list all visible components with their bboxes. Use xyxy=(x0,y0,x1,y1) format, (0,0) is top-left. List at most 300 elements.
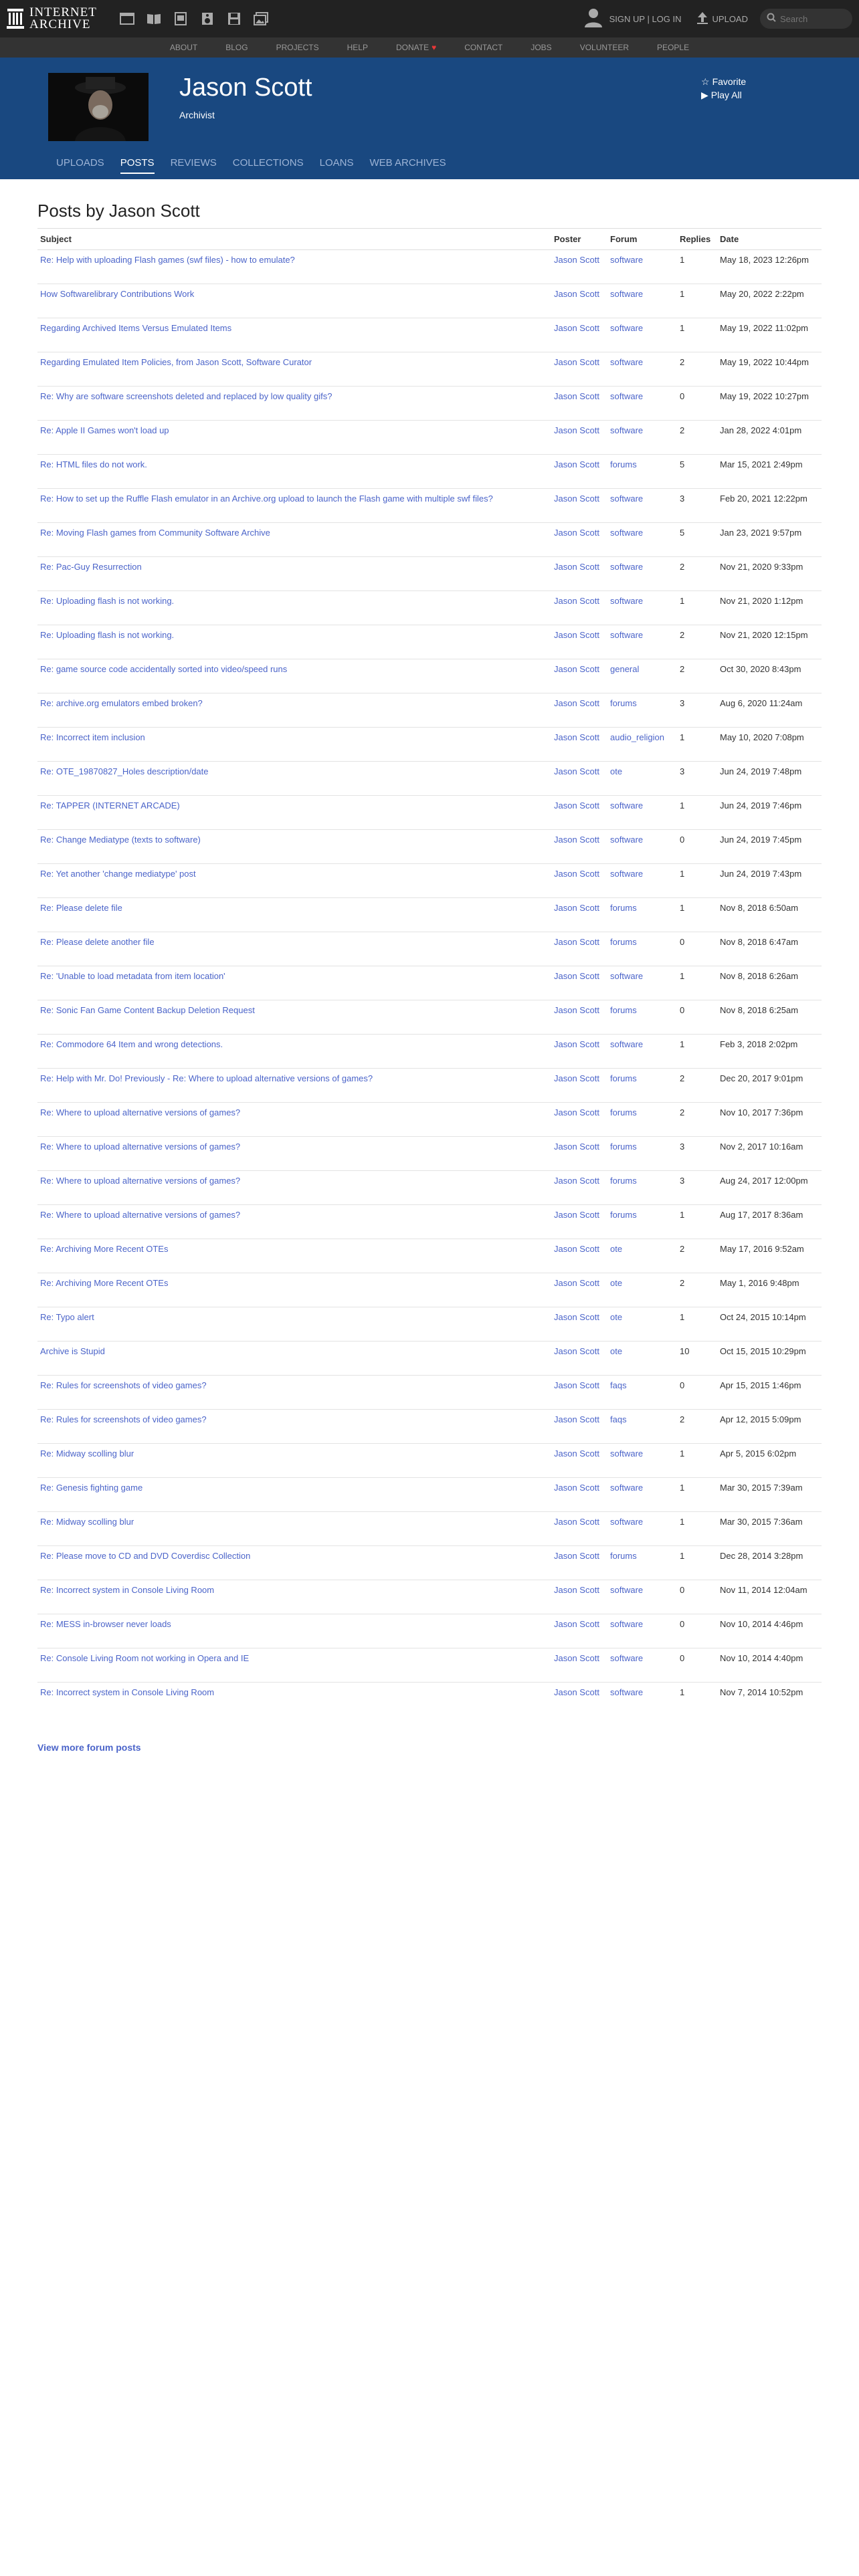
post-replies: 1 xyxy=(677,1205,717,1239)
table-row xyxy=(37,1273,822,1307)
post-poster-link[interactable]: Jason Scott xyxy=(554,1380,599,1390)
cell-forum xyxy=(607,421,677,455)
table-row xyxy=(37,625,822,659)
post-poster-link[interactable]: Jason Scott xyxy=(554,1210,599,1220)
cell-subject xyxy=(37,1376,551,1410)
post-poster-link[interactable]: Jason Scott xyxy=(554,459,599,469)
internet-archive-logo[interactable] xyxy=(7,7,97,31)
post-poster-link[interactable]: Jason Scott xyxy=(554,425,599,435)
post-subject-link[interactable]: Re: Where to upload alternative versions of games? xyxy=(40,1176,241,1186)
post-subject-link[interactable]: Re: OTE_19870827_Holes description/date xyxy=(40,766,209,776)
post-subject-link[interactable]: Re: Midway scolling blur xyxy=(40,1448,134,1459)
post-poster-link[interactable]: Jason Scott xyxy=(554,698,599,708)
post-poster-link[interactable]: Jason Scott xyxy=(554,357,599,367)
post-poster-link[interactable]: Jason Scott xyxy=(554,732,599,742)
post-poster-link[interactable]: Jason Scott xyxy=(554,289,599,299)
cell-subject xyxy=(37,1478,551,1512)
cell-poster xyxy=(551,455,607,489)
post-date: Oct 15, 2015 10:29pm xyxy=(717,1341,822,1376)
post-poster-link[interactable]: Jason Scott xyxy=(554,1448,599,1459)
cell-subject xyxy=(37,1614,551,1648)
post-replies: 3 xyxy=(677,1137,717,1171)
table-row xyxy=(37,591,822,625)
post-forum-link[interactable]: software xyxy=(610,1039,644,1049)
post-replies: 1 xyxy=(677,1512,717,1546)
post-replies: 1 xyxy=(677,1035,717,1069)
post-poster-link[interactable]: Jason Scott xyxy=(554,1005,599,1015)
cell-poster xyxy=(551,1546,607,1580)
view-more-link[interactable]: View more forum posts xyxy=(37,1741,141,1753)
post-forum-link[interactable]: software xyxy=(610,562,644,572)
cell-poster xyxy=(551,1410,607,1444)
profile-actions xyxy=(701,75,746,102)
nav-jobs[interactable]: JOBS xyxy=(531,43,552,52)
main-content xyxy=(0,201,859,1753)
cell-forum xyxy=(607,1614,677,1648)
post-replies: 0 xyxy=(677,1580,717,1614)
post-forum-link[interactable]: software xyxy=(610,1653,644,1663)
profile-role: Archivist xyxy=(179,110,215,120)
post-forum-link[interactable]: forums xyxy=(610,1073,637,1083)
cell-forum xyxy=(607,455,677,489)
cell-poster xyxy=(551,1035,607,1069)
post-date: May 10, 2020 7:08pm xyxy=(717,728,822,762)
cell-subject xyxy=(37,1341,551,1376)
post-subject-link[interactable]: Re: Pac-Guy Resurrection xyxy=(40,562,142,572)
post-subject-link[interactable]: Re: Incorrect item inclusion xyxy=(40,732,145,742)
table-row xyxy=(37,1444,822,1478)
post-poster-link[interactable]: Jason Scott xyxy=(554,1073,599,1083)
post-poster-link[interactable]: Jason Scott xyxy=(554,1142,599,1152)
post-forum-link[interactable]: software xyxy=(610,596,644,606)
post-subject-link[interactable]: Re: Help with Mr. Do! Previously - Re: Where to upload alternative versions of games? xyxy=(40,1073,373,1083)
post-poster-link[interactable]: Jason Scott xyxy=(554,1653,599,1663)
post-subject-link[interactable]: Re: Yet another 'change mediatype' post xyxy=(40,869,196,879)
cell-forum xyxy=(607,557,677,591)
cell-forum xyxy=(607,1069,677,1103)
post-date: Jun 24, 2019 7:48pm xyxy=(717,762,822,796)
cell-subject xyxy=(37,1307,551,1341)
cell-subject xyxy=(37,1444,551,1478)
post-forum-link[interactable]: forums xyxy=(610,1107,637,1117)
post-subject-link[interactable]: Re: Please move to CD and DVD Coverdisc Collection xyxy=(40,1551,251,1561)
post-subject-link[interactable]: Re: How to set up the Ruffle Flash emulator in an Archive.org upload to launch the Flash game with multiple swf files? xyxy=(40,494,493,504)
post-date: Apr 12, 2015 5:09pm xyxy=(717,1410,822,1444)
tab-collections[interactable]: COLLECTIONS xyxy=(232,157,304,169)
post-subject-link[interactable]: Re: Incorrect system in Console Living Room xyxy=(40,1585,215,1595)
post-subject-link[interactable]: Re: Apple II Games won't load up xyxy=(40,425,169,435)
post-date: May 19, 2022 11:02pm xyxy=(717,318,822,352)
post-poster-link[interactable]: Jason Scott xyxy=(554,1244,599,1254)
post-forum-link[interactable]: software xyxy=(610,289,644,299)
post-poster-link[interactable]: Jason Scott xyxy=(554,1619,599,1629)
post-poster-link[interactable]: Jason Scott xyxy=(554,1346,599,1356)
cell-poster xyxy=(551,591,607,625)
cell-subject xyxy=(37,830,551,864)
post-forum-link[interactable]: ote xyxy=(610,1346,623,1356)
post-forum-link[interactable]: forums xyxy=(610,698,637,708)
post-forum-link[interactable]: ote xyxy=(610,1244,623,1254)
table-row xyxy=(37,489,822,523)
table-row xyxy=(37,762,822,796)
post-subject-link[interactable]: Re: Midway scolling blur xyxy=(40,1517,134,1527)
table-row xyxy=(37,693,822,728)
cell-subject xyxy=(37,1137,551,1171)
post-subject-link[interactable]: Re: Where to upload alternative versions of games? xyxy=(40,1210,241,1220)
posts-table-body xyxy=(37,250,822,1717)
post-poster-link[interactable]: Jason Scott xyxy=(554,937,599,947)
post-forum-link[interactable]: forums xyxy=(610,1210,637,1220)
table-row xyxy=(37,864,822,898)
post-date: May 1, 2016 9:48pm xyxy=(717,1273,822,1307)
post-poster-link[interactable]: Jason Scott xyxy=(554,596,599,606)
post-poster-link[interactable]: Jason Scott xyxy=(554,494,599,504)
post-replies: 2 xyxy=(677,1410,717,1444)
post-subject-link[interactable]: Re: Please delete file xyxy=(40,903,122,913)
post-subject-link[interactable]: Re: Why are software screenshots deleted and replaced by low quality gifs? xyxy=(40,391,332,401)
post-subject-link[interactable]: Re: archive.org emulators embed broken? xyxy=(40,698,203,708)
post-forum-link[interactable]: software xyxy=(610,1687,644,1697)
post-subject-link[interactable]: Re: game source code accidentally sorted into video/speed runs xyxy=(40,664,288,674)
cell-poster xyxy=(551,625,607,659)
table-row xyxy=(37,966,822,1000)
cell-poster xyxy=(551,1444,607,1478)
cell-forum xyxy=(607,1341,677,1376)
post-subject-link[interactable]: Re: Typo alert xyxy=(40,1312,94,1322)
post-forum-link[interactable]: software xyxy=(610,630,644,640)
post-subject-link[interactable]: Re: Uploading flash is not working. xyxy=(40,630,175,640)
table-row xyxy=(37,1580,822,1614)
post-forum-link[interactable]: software xyxy=(610,1483,644,1493)
cell-poster xyxy=(551,1171,607,1205)
post-replies: 0 xyxy=(677,1000,717,1035)
post-forum-link[interactable]: software xyxy=(610,1585,644,1595)
post-replies: 1 xyxy=(677,1444,717,1478)
post-poster-link[interactable]: Jason Scott xyxy=(554,664,599,674)
profile-header xyxy=(0,58,859,179)
post-forum-link[interactable]: software xyxy=(610,1517,644,1527)
images-icon[interactable] xyxy=(254,11,268,26)
post-forum-link[interactable]: forums xyxy=(610,459,637,469)
post-replies: 1 xyxy=(677,796,717,830)
post-forum-link[interactable]: software xyxy=(610,800,644,811)
video-icon[interactable] xyxy=(173,11,188,26)
post-forum-link[interactable]: software xyxy=(610,971,644,981)
profile-tabs xyxy=(56,157,446,174)
cell-poster xyxy=(551,762,607,796)
cell-subject xyxy=(37,625,551,659)
secondary-navigation xyxy=(0,37,859,58)
post-poster-link[interactable]: Jason Scott xyxy=(554,1687,599,1697)
cell-forum xyxy=(607,352,677,387)
table-row xyxy=(37,1000,822,1035)
post-poster-link[interactable]: Jason Scott xyxy=(554,1585,599,1595)
post-poster-link[interactable]: Jason Scott xyxy=(554,323,599,333)
cell-forum xyxy=(607,1580,677,1614)
post-forum-link[interactable]: software xyxy=(610,357,644,367)
table-row xyxy=(37,455,822,489)
table-row xyxy=(37,1171,822,1205)
cell-forum xyxy=(607,728,677,762)
post-date: Feb 3, 2018 2:02pm xyxy=(717,1035,822,1069)
nav-people[interactable]: PEOPLE xyxy=(657,43,690,52)
post-poster-link[interactable]: Jason Scott xyxy=(554,1176,599,1186)
post-date: Nov 10, 2017 7:36pm xyxy=(717,1103,822,1137)
post-date: Nov 21, 2020 1:12pm xyxy=(717,591,822,625)
cell-forum xyxy=(607,796,677,830)
post-replies: 3 xyxy=(677,693,717,728)
table-row xyxy=(37,1035,822,1069)
tab-posts[interactable]: POSTS xyxy=(120,157,155,174)
post-replies: 1 xyxy=(677,898,717,932)
nav-contact[interactable]: CONTACT xyxy=(464,43,503,52)
favorite-button[interactable] xyxy=(701,75,746,88)
post-date: Jan 28, 2022 4:01pm xyxy=(717,421,822,455)
cell-poster xyxy=(551,1137,607,1171)
nav-help[interactable]: HELP xyxy=(347,43,368,52)
media-type-icons xyxy=(120,11,268,26)
cell-subject xyxy=(37,250,551,284)
post-subject-link[interactable]: Re: Rules for screenshots of video games? xyxy=(40,1380,207,1390)
post-replies: 3 xyxy=(677,489,717,523)
post-subject-link[interactable]: Re: Moving Flash games from Community Software Archive xyxy=(40,528,270,538)
post-subject-link[interactable]: Re: Genesis fighting game xyxy=(40,1483,143,1493)
cell-forum xyxy=(607,1307,677,1341)
tab-web-archives[interactable]: WEB ARCHIVES xyxy=(369,157,446,169)
post-forum-link[interactable]: faqs xyxy=(610,1414,627,1424)
post-poster-link[interactable]: Jason Scott xyxy=(554,869,599,879)
table-row xyxy=(37,1205,822,1239)
table-row xyxy=(37,1137,822,1171)
cell-subject xyxy=(37,693,551,728)
post-forum-link[interactable]: forums xyxy=(610,1176,637,1186)
web-icon[interactable] xyxy=(120,11,134,26)
software-icon[interactable] xyxy=(227,11,242,26)
post-poster-link[interactable]: Jason Scott xyxy=(554,800,599,811)
cell-subject xyxy=(37,284,551,318)
upload-button[interactable] xyxy=(696,11,748,27)
cell-forum xyxy=(607,1512,677,1546)
cell-poster xyxy=(551,352,607,387)
nav-volunteer[interactable]: VOLUNTEER xyxy=(579,43,630,52)
avatar xyxy=(48,73,149,141)
upload-label: UPLOAD xyxy=(712,13,748,24)
post-forum-link[interactable]: forums xyxy=(610,903,637,913)
post-forum-link[interactable]: forums xyxy=(610,937,637,947)
post-subject-link[interactable]: Re: Archiving More Recent OTEs xyxy=(40,1278,169,1288)
post-date: Mar 30, 2015 7:36am xyxy=(717,1512,822,1546)
tab-reviews[interactable]: REVIEWS xyxy=(170,157,217,169)
cell-subject xyxy=(37,1000,551,1035)
post-replies: 1 xyxy=(677,284,717,318)
post-date: Apr 5, 2015 6:02pm xyxy=(717,1444,822,1478)
table-row xyxy=(37,659,822,693)
post-poster-link[interactable]: Jason Scott xyxy=(554,1414,599,1424)
post-subject-link[interactable]: How Softwarelibrary Contributions Work xyxy=(40,289,195,299)
table-row xyxy=(37,1478,822,1512)
cell-poster xyxy=(551,966,607,1000)
cell-forum xyxy=(607,387,677,421)
post-poster-link[interactable]: Jason Scott xyxy=(554,562,599,572)
cell-poster xyxy=(551,1376,607,1410)
star-icon: ☆ xyxy=(701,76,710,87)
post-poster-link[interactable]: Jason Scott xyxy=(554,528,599,538)
post-forum-link[interactable]: forums xyxy=(610,1142,637,1152)
cell-poster xyxy=(551,830,607,864)
post-date: Mar 30, 2015 7:39am xyxy=(717,1478,822,1512)
cell-subject xyxy=(37,352,551,387)
play-all-button[interactable] xyxy=(701,88,746,102)
nav-donate[interactable] xyxy=(396,43,436,52)
post-subject-link[interactable]: Re: Incorrect system in Console Living Room xyxy=(40,1687,215,1697)
table-row xyxy=(37,1376,822,1410)
cell-poster xyxy=(551,796,607,830)
post-forum-link[interactable]: software xyxy=(610,391,644,401)
tab-loans[interactable]: LOANS xyxy=(319,157,354,169)
table-row xyxy=(37,728,822,762)
post-subject-link[interactable]: Re: Please delete another file xyxy=(40,937,155,947)
table-row xyxy=(37,1512,822,1546)
post-forum-link[interactable]: ote xyxy=(610,766,623,776)
post-date: May 20, 2022 2:22pm xyxy=(717,284,822,318)
post-date: Oct 24, 2015 10:14pm xyxy=(717,1307,822,1341)
post-poster-link[interactable]: Jason Scott xyxy=(554,1483,599,1493)
texts-icon[interactable] xyxy=(147,11,161,26)
post-forum-link[interactable]: software xyxy=(610,835,644,845)
post-forum-link[interactable]: forums xyxy=(610,1551,637,1561)
cell-forum xyxy=(607,1546,677,1580)
post-replies: 2 xyxy=(677,1239,717,1273)
cell-subject xyxy=(37,659,551,693)
nav-about[interactable]: ABOUT xyxy=(169,43,198,52)
post-replies: 1 xyxy=(677,864,717,898)
post-replies: 2 xyxy=(677,1103,717,1137)
cell-forum xyxy=(607,830,677,864)
post-poster-link[interactable]: Jason Scott xyxy=(554,255,599,265)
post-subject-link[interactable]: Re: MESS in-browser never loads xyxy=(40,1619,171,1629)
post-poster-link[interactable]: Jason Scott xyxy=(554,1551,599,1561)
post-forum-link[interactable]: ote xyxy=(610,1312,623,1322)
audio-icon[interactable] xyxy=(200,11,215,26)
table-row xyxy=(37,1341,822,1376)
post-subject-link[interactable]: Re: Where to upload alternative versions of games? xyxy=(40,1107,241,1117)
post-forum-link[interactable]: software xyxy=(610,323,644,333)
post-subject-link[interactable]: Regarding Archived Items Versus Emulated Items xyxy=(40,323,232,333)
post-poster-link[interactable]: Jason Scott xyxy=(554,1517,599,1527)
post-date: May 19, 2022 10:27pm xyxy=(717,387,822,421)
post-subject-link[interactable]: Re: Help with uploading Flash games (swf files) - how to emulate? xyxy=(40,255,295,265)
post-subject-link[interactable]: Re: Sonic Fan Game Content Backup Deletion Request xyxy=(40,1005,255,1015)
post-subject-link[interactable]: Re: Rules for screenshots of video games? xyxy=(40,1414,207,1424)
cell-subject xyxy=(37,523,551,557)
post-forum-link[interactable]: general xyxy=(610,664,640,674)
post-forum-link[interactable]: software xyxy=(610,425,644,435)
cell-poster xyxy=(551,523,607,557)
post-forum-link[interactable]: software xyxy=(610,869,644,879)
post-replies: 0 xyxy=(677,932,717,966)
table-row xyxy=(37,1410,822,1444)
column-header-subject: Subject xyxy=(37,229,551,250)
post-forum-link[interactable]: audio_religion xyxy=(610,732,664,742)
post-forum-link[interactable]: software xyxy=(610,1619,644,1629)
post-forum-link[interactable]: software xyxy=(610,528,644,538)
post-poster-link[interactable]: Jason Scott xyxy=(554,1039,599,1049)
post-forum-link[interactable]: software xyxy=(610,494,644,504)
post-subject-link[interactable]: Archive is Stupid xyxy=(40,1346,105,1356)
signup-link[interactable]: SIGN UP xyxy=(609,13,645,24)
post-forum-link[interactable]: ote xyxy=(610,1278,623,1288)
post-replies: 5 xyxy=(677,455,717,489)
post-subject-link[interactable]: Re: Uploading flash is not working. xyxy=(40,596,175,606)
cell-poster xyxy=(551,1512,607,1546)
post-poster-link[interactable]: Jason Scott xyxy=(554,630,599,640)
post-subject-link[interactable]: Re: 'Unable to load metadata from item location' xyxy=(40,971,225,981)
post-poster-link[interactable]: Jason Scott xyxy=(554,1312,599,1322)
cell-poster xyxy=(551,284,607,318)
signup-login xyxy=(609,14,682,24)
cell-poster xyxy=(551,932,607,966)
cell-forum xyxy=(607,966,677,1000)
post-poster-link[interactable]: Jason Scott xyxy=(554,835,599,845)
post-replies: 0 xyxy=(677,1376,717,1410)
nav-projects[interactable]: PROJECTS xyxy=(276,43,319,52)
upload-icon xyxy=(696,11,708,27)
post-poster-link[interactable]: Jason Scott xyxy=(554,903,599,913)
post-poster-link[interactable]: Jason Scott xyxy=(554,766,599,776)
table-row xyxy=(37,932,822,966)
post-poster-link[interactable]: Jason Scott xyxy=(554,391,599,401)
table-row xyxy=(37,318,822,352)
post-poster-link[interactable]: Jason Scott xyxy=(554,1278,599,1288)
post-date: Nov 8, 2018 6:50am xyxy=(717,898,822,932)
cell-subject xyxy=(37,318,551,352)
cell-poster xyxy=(551,898,607,932)
table-row xyxy=(37,830,822,864)
cell-subject xyxy=(37,1273,551,1307)
cell-forum xyxy=(607,284,677,318)
post-date: Jan 23, 2021 9:57pm xyxy=(717,523,822,557)
post-subject-link[interactable]: Regarding Emulated Item Policies, from Jason Scott, Software Curator xyxy=(40,357,312,367)
post-subject-link[interactable]: Re: Archiving More Recent OTEs xyxy=(40,1244,169,1254)
post-date: Nov 21, 2020 9:33pm xyxy=(717,557,822,591)
post-subject-link[interactable]: Re: Where to upload alternative versions of games? xyxy=(40,1142,241,1152)
nav-blog[interactable]: BLOG xyxy=(225,43,248,52)
search-input[interactable] xyxy=(780,14,847,24)
login-link[interactable]: LOG IN xyxy=(652,13,682,24)
table-row xyxy=(37,523,822,557)
tab-uploads[interactable]: UPLOADS xyxy=(56,157,104,169)
cell-subject xyxy=(37,1069,551,1103)
post-subject-link[interactable]: Re: Console Living Room not working in Opera and IE xyxy=(40,1653,250,1663)
post-subject-link[interactable]: Re: Commodore 64 Item and wrong detections. xyxy=(40,1039,223,1049)
cell-poster xyxy=(551,1478,607,1512)
post-subject-link[interactable]: Re: TAPPER (INTERNET ARCADE) xyxy=(40,800,180,811)
cell-forum xyxy=(607,1410,677,1444)
post-forum-link[interactable]: forums xyxy=(610,1005,637,1015)
post-replies: 1 xyxy=(677,250,717,284)
cell-subject xyxy=(37,1648,551,1683)
post-forum-link[interactable]: faqs xyxy=(610,1380,627,1390)
post-poster-link[interactable]: Jason Scott xyxy=(554,971,599,981)
post-forum-link[interactable]: software xyxy=(610,255,644,265)
post-forum-link[interactable]: software xyxy=(610,1448,644,1459)
cell-subject xyxy=(37,762,551,796)
post-poster-link[interactable]: Jason Scott xyxy=(554,1107,599,1117)
post-subject-link[interactable]: Re: Change Mediatype (texts to software) xyxy=(40,835,201,845)
cell-poster xyxy=(551,250,607,284)
post-subject-link[interactable]: Re: HTML files do not work. xyxy=(40,459,147,469)
cell-subject xyxy=(37,1103,551,1137)
